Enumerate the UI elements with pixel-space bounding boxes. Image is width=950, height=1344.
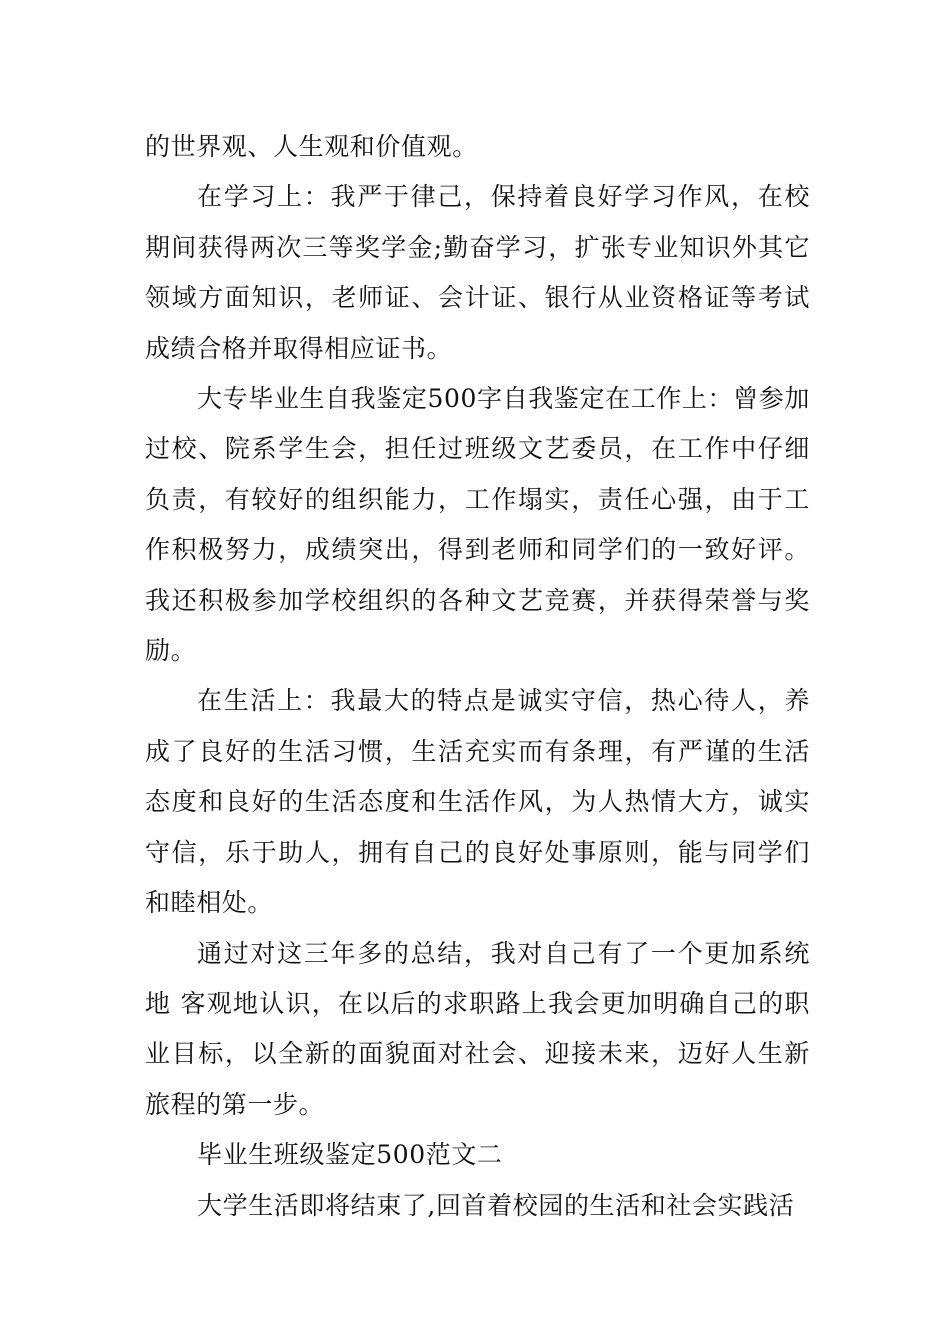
paragraph-college-life: 大学生活即将结束了,回首着校园的生活和社会实践活 [197,1190,795,1220]
paragraph-summary: 通过对这三年多的总结，我对自己有了一个更加系统地 客观地认识，在以后的求职路上我会更加明确自己的职业目标，以全新的面貌面对社会、迎接未来，迈好人生新旅程的第一步。 [145,938,810,1119]
section-heading-sample-two: 毕业生班级鉴定500范文二 [197,1140,503,1170]
paragraph-continuation: 的世界观、人生观和价值观。 [145,132,478,161]
paragraph-work: 大专毕业生自我鉴定500字自我鉴定在工作上：曾参加过校、院系学生会，担任过班级文艺委员，在工作中仔细负责，有较好的组织能力，工作塌实，责任心强，由于工作积极努力，成绩突出，得到老师和同学们的一致好评。我还积极参加学校组织的各种文艺竞赛，并获得荣誉与奖励。 [145,384,810,666]
paragraph-life: 在生活上：我最大的特点是诚实守信，热心待人，养成了良好的生活习惯，生活充实而有条理，有严谨的生活态度和良好的生活态度和生活作风，为人热情大方，诚实守信，乐于助人，拥有自己的良好处事原则，能与同学们和睦相处。 [145,686,810,918]
document-page [145,122,810,1231]
paragraph-study: 在学习上：我严于律己，保持着良好学习作风，在校期间获得两次三等奖学金;勤奋学习，扩张专业知识外其它领域方面知识，老师证、会计证、银行从业资格证等考试成绩合格并取得相应证书。 [145,182,810,363]
